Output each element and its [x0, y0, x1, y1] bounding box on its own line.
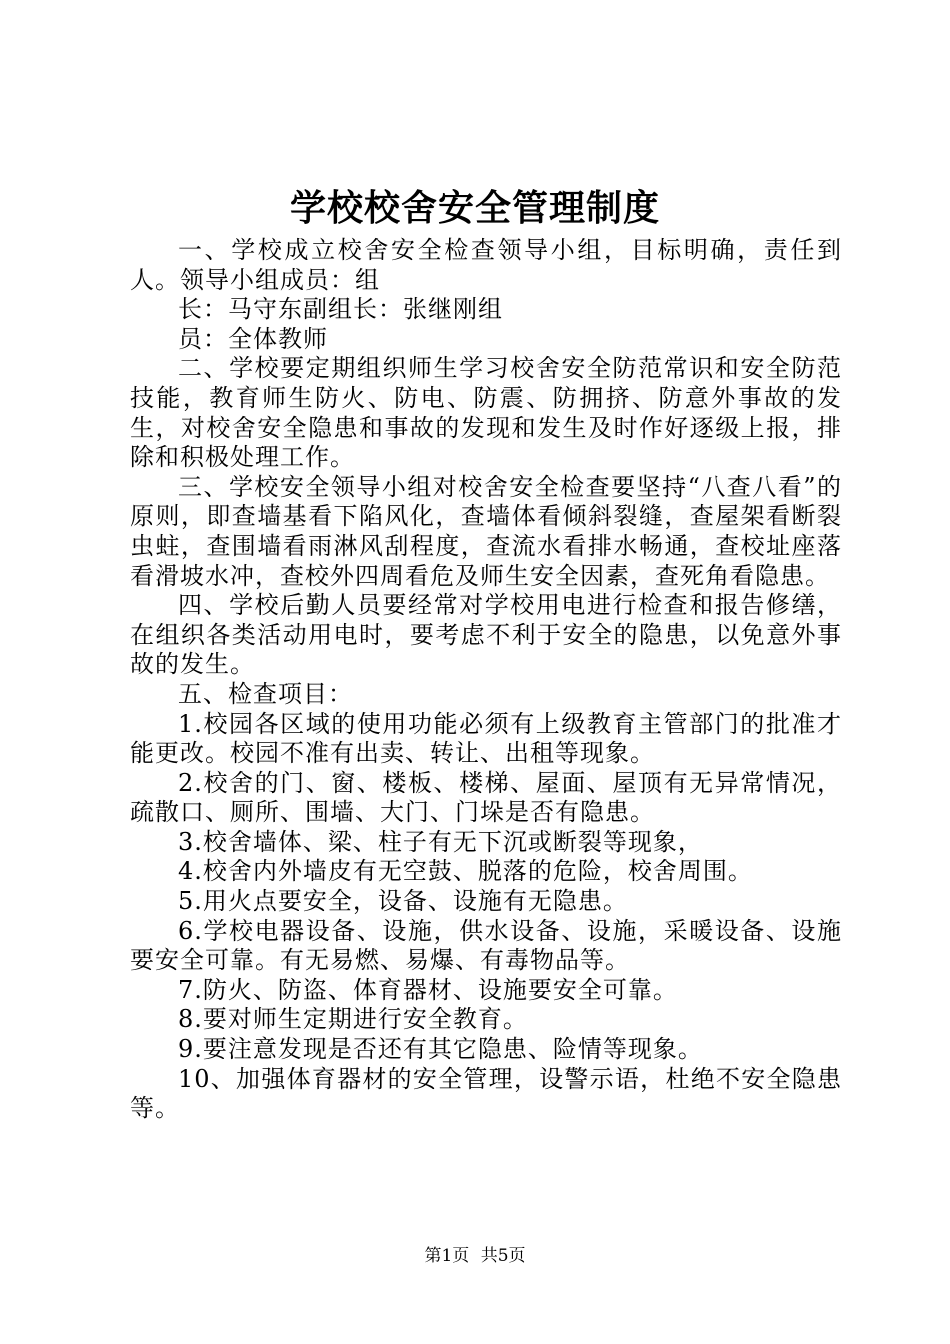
checklist-item-3: 3.校舍墙体、梁、柱子有无下沉或断裂等现象， — [178, 827, 703, 856]
page-total: 共5页 — [480, 1246, 526, 1266]
paragraph-1: 一、学校成立校舍安全检查领导小组，目标明确，责任到人。领导小组成员：组 — [130, 236, 842, 294]
paragraph-7: 五、检查项目： — [178, 679, 353, 708]
page-number: 第1页 — [424, 1246, 470, 1266]
checklist-item-8: 8.要对师生定期进行安全教育。 — [178, 1005, 528, 1034]
checklist-item-1: 1.校园各区域的使用功能必须有上级教育主管部门的批准才能更改。校园不准有出卖、转让、出租等现象。 — [130, 709, 842, 768]
document-body — [130, 236, 842, 1124]
checklist-item-2: 2.校舍的门、窗、楼板、楼梯、屋面、屋顶有无异常情况，疏散口、厕所、围墙、大门、门垛是否有隐患。 — [130, 768, 842, 827]
checklist-item-10: 10、加强体育器材的安全管理，设警示语，杜绝不安全隐患等。 — [130, 1064, 842, 1123]
paragraph-4: 二、学校要定期组织师生学习校舍安全防范常识和安全防范技能，教育师生防火、防电、防震、防拥挤、防意外事故的发生，对校舍安全隐患和事故的发现和发生及时作好逐级上报，排除和积极处理工作。 — [130, 354, 842, 472]
paragraph-6: 四、学校后勤人员要经常对学校用电进行检查和报告修缮，在组织各类活动用电时，要考虑不利于安全的隐患，以免意外事故的发生。 — [130, 591, 842, 679]
checklist-item-4: 4.校舍内外墙皮有无空鼓、脱落的危险，校舍周围。 — [178, 857, 753, 886]
page-footer — [0, 1244, 950, 1268]
paragraph-5: 三、学校安全领导小组对校舍安全检查要坚持“八查八看”的原则，即查墙基看下陷风化，查墙体看倾斜裂缝，查屋架看断裂虫蛀，查围墙看雨淋风刮程度，查流水看排水畅通，查校址座落看滑坡水冲，查校外四周看危及师生安全因素，查死角看隐患。 — [130, 472, 842, 590]
document-title: 学校校舍安全管理制度 — [289, 187, 660, 229]
paragraph-2: 长：马守东副组长：张继刚组 — [178, 295, 503, 324]
checklist-item-7: 7.防火、防盗、体育器材、设施要安全可靠。 — [178, 975, 678, 1004]
checklist-item-9: 9.要注意发现是否还有其它隐患、险情等现象。 — [178, 1035, 703, 1064]
checklist-item-6: 6.学校电器设备、设施，供水设备、设施，采暖设备、设施要安全可靠。有无易燃、易爆、有毒物品等。 — [130, 916, 842, 975]
paragraph-3: 员：全体教师 — [178, 324, 328, 353]
checklist-item-5: 5.用火点要安全，设备、设施有无隐患。 — [178, 887, 628, 916]
